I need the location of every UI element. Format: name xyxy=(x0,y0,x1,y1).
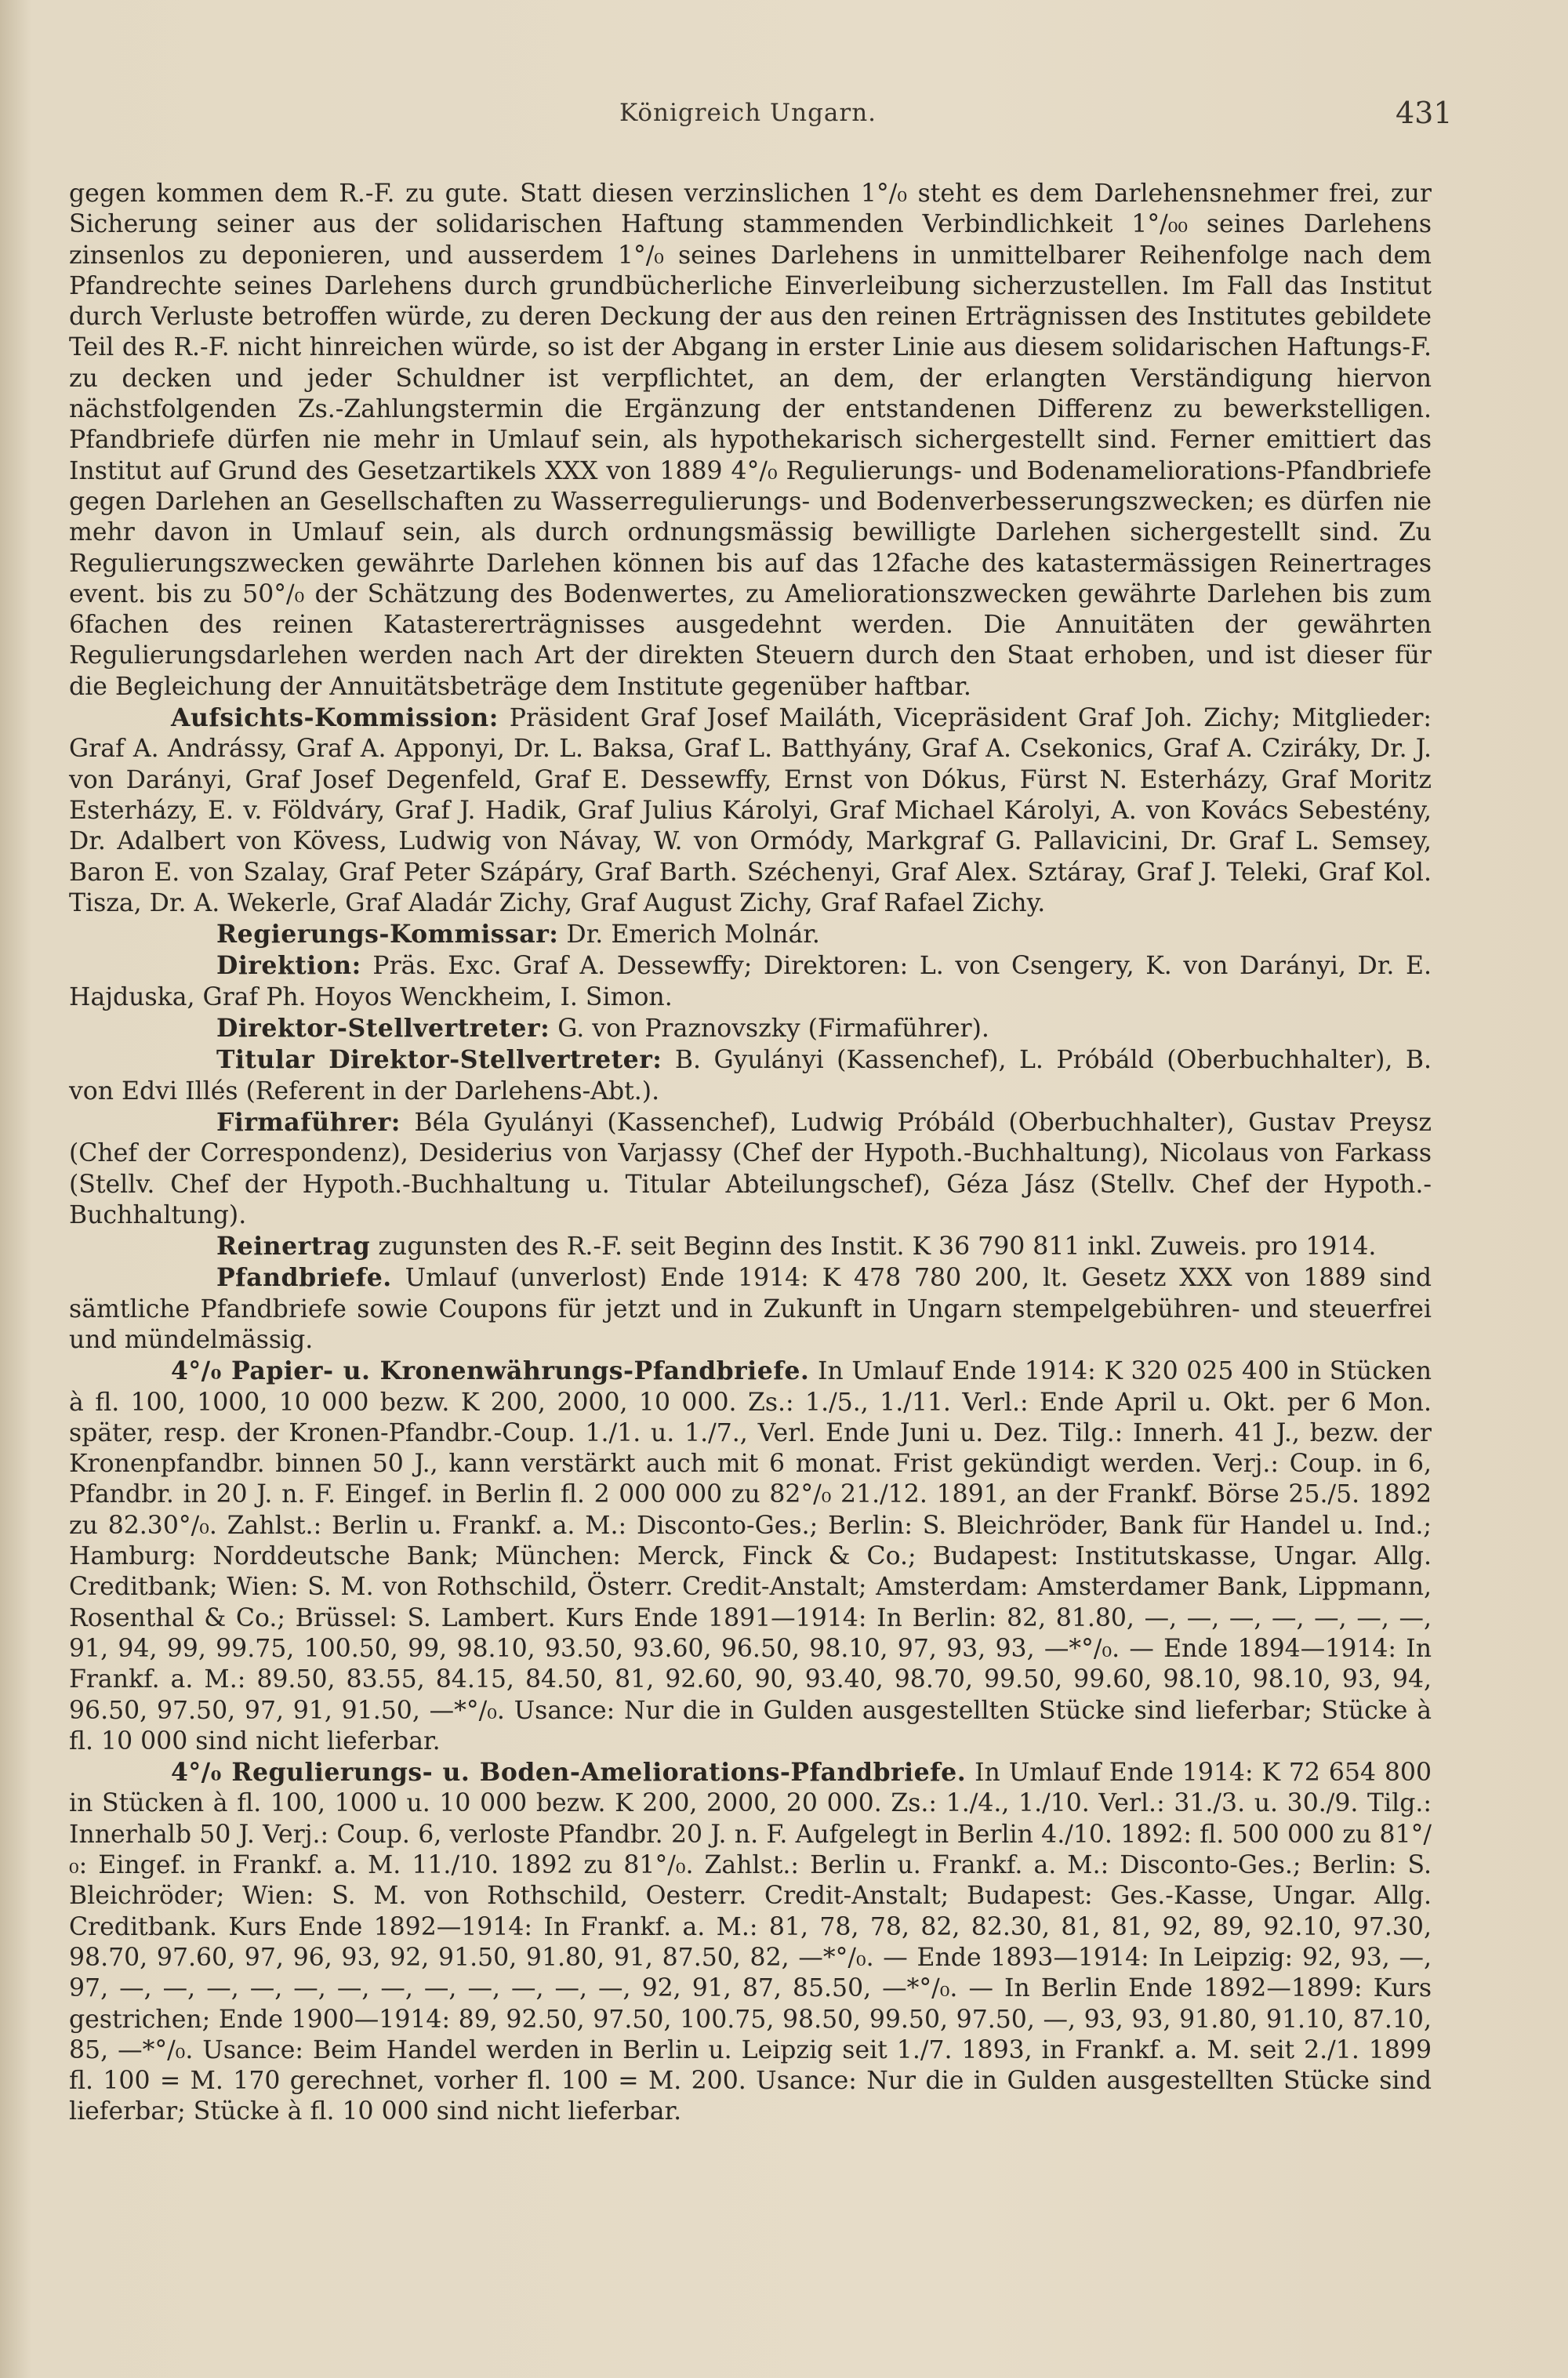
paragraph-text: Umlauf (unverlost) Ende 1914: K 478 780 200, lt. Gesetz XXX von 1889 sind sämtliche Pfandbriefe sowie Coupons für jetzt und in Zukunft in Ungarn stempelgebühren- und steuerfrei und mündelmässig. xyxy=(69,1264,1432,1354)
paragraph-directorate xyxy=(69,950,1432,1013)
page-number: 431 xyxy=(1396,96,1453,130)
paragraph-text: Präsident Graf Josef Mailáth, Vicepräsident Graf Joh. Zichy; Mitglieder: Graf A. Andrássy, Graf A. Apponyi, Dr. L. Baksa, Graf L. Batthyány, Graf A. Csekonics, Graf A. Cziráky, Dr. J. von Darányi, Graf Josef Degenfeld, Graf E. Dessewffy, Ernst von Dókus, Fürst N. Esterházy, Graf Moritz Esterházy, E. v. Földváry, Graf J. Hadik, Graf Julius Károlyi, Graf Michael Károlyi, A. von Kovács Sebestény, Dr. Adalbert von Kövess, Ludwig von Návay, W. von Ormódy, Markgraf G. Pallavicini, Dr. Graf L. Semsey, Baron E. von Szalay, Graf Peter Szápáry, Graf Barth. Széchenyi, Graf Alex. Sztáray, Graf J. Teleki, Graf Kol. Tisza, Dr. A. Wekerle, Graf Aladár Zichy, Graf August Zichy, Graf Rafael Zichy. xyxy=(69,704,1432,917)
paragraph-text: Dr. Emerich Molnár. xyxy=(558,920,820,949)
section-label: Aufsichts-Kommission: xyxy=(171,703,499,733)
section-label: Reinertrag xyxy=(216,1232,371,1262)
section-label: Firmaführer: xyxy=(216,1107,401,1137)
paragraph-text: Präs. Exc. Graf A. Dessewffy; Direktoren: L. von Csengery, K. von Darányi, Dr. E. Hajduska, Graf Ph. Hoyos Wenckheim, I. Simon. xyxy=(69,952,1432,1011)
section-label: 4°/₀ Papier- u. Kronenwährungs-Pfandbriefe. xyxy=(171,1356,810,1386)
page-header xyxy=(0,93,1568,140)
paragraph-currency-bonds xyxy=(69,1356,1432,1757)
paragraph-titular-deputy-director xyxy=(69,1044,1432,1107)
paragraph-institute-terms xyxy=(69,179,1432,703)
section-label: 4°/₀ Regulierungs- u. Boden-Ameliorations-Pfandbriefe. xyxy=(171,1758,967,1788)
section-label: Direktion: xyxy=(216,951,361,981)
paragraph-government-commissioner xyxy=(69,919,1432,950)
section-label: Titular Direktor-Stellvertreter: xyxy=(216,1045,662,1075)
paragraph-text: Béla Gyulányi (Kassenchef), Ludwig Próbáld (Oberbuchhalter), Gustav Preysz (Chef der Correspondenz), Desiderius von Varjassy (Chef der Hypoth.-Buchhaltung), Nicolaus von Farkass (Stellv. Chef der Hypoth.-Buchhaltung u. Titular Abteilungschef), Géza Jász (Stellv. Chef der Hypoth.-Buchhaltung). xyxy=(69,1108,1432,1229)
paragraph-mortgage-bonds xyxy=(69,1262,1432,1356)
paragraph-authorized-signatories xyxy=(69,1107,1432,1231)
page-body xyxy=(69,179,1432,2128)
paragraph-text: gegen kommen dem R.-F. zu gute. Statt diesen verzinslichen 1°/₀ steht es dem Darlehensnehmer frei, zur Sicherung seiner aus der solidarischen Haftung stammenden Verbindlichkeit 1°/₀₀ seines Darlehens zinsenlos zu deponieren, und ausserdem 1°/₀ seines Darlehens in unmittelbarer Reihenfolge nach dem Pfandrechte seines Darlehens durch grundbücherliche Einverleibung sicherzustellen. Im Fall das Institut durch Verluste betroffen würde, zu deren Deckung der aus den reinen Erträgnissen des Institutes gebildete Teil des R.-F. nicht hinreichen würde, so ist der Abgang in erster Linie aus diesem solidarischen Haftungs-F. zu decken und jeder Schuldner ist verpflichtet, an dem, der erlangten Verständigung hiervon nächstfolgenden Zs.-Zahlungstermin die Ergänzung der entstandenen Differenz zu bewerkstelligen. Pfandbriefe dürfen nie mehr in Umlauf sein, als hypothekarisch sichergestellt sind. Ferner emittiert das Institut auf Grund des Gesetzartikels XXX von 1889 4°/₀ Regulierungs- und Bodenameliorations-Pfandbriefe gegen Darlehen an Gesellschaften zu Wasserregulierungs- und Bodenverbesserungszwecken; es dürfen nie mehr davon in Umlauf sein, als durch ordnungsmässig bewilligte Darlehen sichergestellt sind. Zu Regulierungszwecken gewährte Darlehen können bis auf das 12fache des katastermässigen Reinertrages event. bis zu 50°/₀ der Schätzung des Bodenwertes, zu Ameliorationszwecken gewährte Darlehen bis zum 6fachen des reinen Katastererträgnisses ausgedehnt werden. Die Annuitäten der gewährten Regulierungsdarlehen werden nach Art der direkten Steuern durch den Staat erhoben, und ist dieser für die Begleichung der Annuitätsbeträge dem Institute gegenüber haftbar. xyxy=(69,180,1432,701)
paragraph-text: In Umlauf Ende 1914: K 320 025 400 in Stücken à fl. 100, 1000, 10 000 bezw. K 200, 2000, 10 000. Zs.: 1./5., 1./11. Verl.: Ende April u. Okt. per 6 Mon. später, resp. der Kronen-Pfandbr.-Coup. 1./1. u. 1./7., Verl. Ende Juni u. Dez. Tilg.: Innerh. 41 J., bezw. der Kronenpfandbr. binnen 50 J., kann verstärkt auch mit 6 monat. Frist gekündigt werden. Verj.: Coup. in 6, Pfandbr. in 20 J. n. F. Eingef. in Berlin fl. 2 000 000 zu 82°/₀ 21./12. 1891, an der Frankf. Börse 25./5. 1892 zu 82.30°/₀. Zahlst.: Berlin u. Frankf. a. M.: Disconto-Ges.; Berlin: S. Bleichröder, Bank für Handel u. Ind.; Hamburg: Norddeutsche Bank; München: Merck, Finck & Co.; Budapest: Institutskasse, Ungar. Allg. Creditbank; Wien: S. M. von Rothschild, Österr. Credit-Anstalt; Amsterdam: Amsterdamer Bank, Lippmann, Rosenthal & Co.; Brüssel: S. Lambert. Kurs Ende 1891—1914: In Berlin: 82, 81.80, —, —, —, —, —, —, —, 91, 94, 99, 99.75, 100.50, 99, 98.10, 93.50, 93.60, 96.50, 98.10, 97, 93, 93, —*°/₀. — Ende 1894—1914: In Frankf. a. M.: 89.50, 83.55, 84.15, 84.50, 81, 92.60, 90, 93.40, 98.70, 99.50, 99.60, 98.10, 98.10, 93, 94, 96.50, 97.50, 97, 91, 91.50, —*°/₀. Usance: Nur die in Gulden ausgestellten Stücke sind lieferbar; Stücke à fl. 10 000 sind nicht lieferbar. xyxy=(69,1357,1432,1755)
paragraph-deputy-director xyxy=(69,1013,1432,1044)
section-label: Pfandbriefe. xyxy=(216,1263,392,1293)
paragraph-supervisory-board xyxy=(69,703,1432,919)
section-label: Regierungs-Kommissar: xyxy=(216,920,559,949)
paragraph-text: B. Gyulányi (Kassenchef), L. Próbáld (Oberbuchhalter), B. von Edvi Illés (Referent in der Darlehens-Abt.). xyxy=(69,1046,1432,1105)
paragraph-text: zugunsten des R.-F. seit Beginn des Instit. K 36 790 811 inkl. Zuweis. pro 1914. xyxy=(370,1233,1377,1262)
running-title: Königreich Ungarn. xyxy=(619,99,877,127)
section-label: Direktor-Stellvertreter: xyxy=(216,1014,550,1044)
paragraph-net-earnings xyxy=(69,1231,1432,1262)
paragraph-regulation-bonds xyxy=(69,1757,1432,2128)
paragraph-text: G. von Praznovszky (Firmaführer). xyxy=(550,1015,989,1044)
paragraph-text: In Umlauf Ende 1914: K 72 654 800 in Stücken à fl. 100, 1000 u. 10 000 bezw. K 200, 2000, 20 000. Zs.: 1./4., 1./10. Verl.: 31./3. u. 30./9. Tilg.: Innerhalb 50 J. Verj.: Coup. 6, verloste Pfandbr. 20 J. n. F. Aufgelegt in Berlin 4./10. 1892: fl. 500 000 zu 81°/₀: Eingef. in Frankf. a. M. 11./10. 1892 zu 81°/₀. Zahlst.: Berlin u. Frankf. a. M.: Disconto-Ges.; Berlin: S. Bleichröder; Wien: S. M. von Rothschild, Oesterr. Credit-Anstalt; Budapest: Ges.-Kasse, Ungar. Allg. Creditbank. Kurs Ende 1892—1914: In Frankf. a. M.: 81, 78, 78, 82, 82.30, 81, 81, 92, 89, 92.10, 97.30, 98.70, 97.60, 97, 96, 93, 92, 91.50, 91.80, 91, 87.50, 82, —*°/₀. — Ende 1893—1914: In Leipzig: 92, 93, —, 97, —, —, —, —, —, —, —, —, —, —, —, —, 92, 91, 87, 85.50, —*°/₀. — In Berlin Ende 1892—1899: Kurs gestrichen; Ende 1900—1914: 89, 92.50, 97.50, 100.75, 98.50, 99.50, 97.50, —, 93, 93, 91.80, 91.10, 87.10, 85, —*°/₀. Usance: Beim Handel werden in Berlin u. Leipzig seit 1./7. 1893, in Frankf. a. M. seit 2./1. 1899 fl. 100 = M. 170 gerechnet, vorher fl. 100 = M. 200. Usance: Nur die in Gulden ausgestellten Stücke sind lieferbar; Stücke à fl. 10 000 sind nicht lieferbar. xyxy=(69,1759,1432,2126)
